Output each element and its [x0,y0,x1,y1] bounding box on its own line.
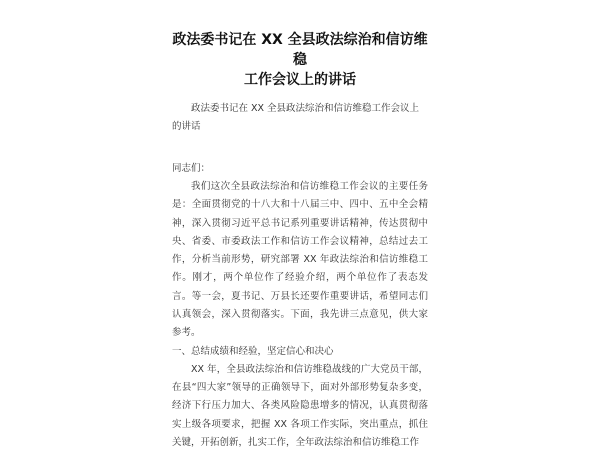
paragraph-achievements: XX 年，全县政法综治和信访维稳战线的广大党员干部，在县“四大家”领导的正确领导下，面对外部形势复杂多变，经济下行压力加大、各类风险隐患增多的情况，认真贯彻落实上级各项要求，把握 XX 各项工作实际，突出重点，抓住关键，开拓创新，扎实工作，全年政法综治和信访维稳工作 [172,363,428,448]
title-line-1: 政法委书记在 XX 全县政法综治和信访维稳 [172,32,428,68]
salutation: 同志们： [172,163,211,174]
paragraph-intro: 我们这次全县政法综治和信访维稳工作会议的主要任务是：全面贯彻党的十八大和十八届三中、四中、五中全会精神，深入贯彻习近平总书记系列重要讲话精神，传达贯彻中央、省委、市委政法工作和信访工作会议精神，总结过去工作，分析当前形势，研究部署 XX 年政法综治和信访维稳工作。刚才，两个单位作了经验介绍，两个单位作了表态发言。等一会，夏书记、万县长还要作重要讲话，希望同志们认真领会，深入贯彻落实。下面，我先讲三点意见，供大家参考。 [172,181,428,339]
document-page [172,30,428,448]
document-title [172,30,428,90]
title-line-2: 工作会议上的讲话 [244,72,356,88]
section-heading-1: 一、总结成绩和经验，坚定信心和决心 [172,345,334,357]
document-subtitle: 政法委书记在 XX 全县政法综治和信访维稳工作会议上的讲话 [172,103,420,132]
